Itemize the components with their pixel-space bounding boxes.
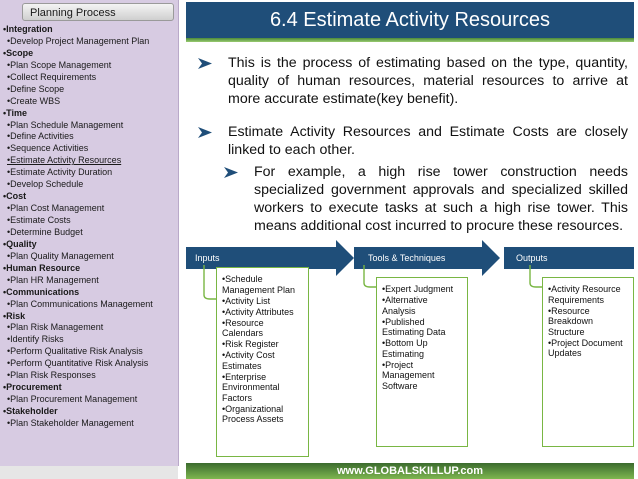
- tool-item: •Alternative Analysis: [382, 295, 428, 316]
- inputs-header: Inputs: [195, 253, 220, 263]
- outline-process-item[interactable]: •Plan Risk Management: [7, 322, 104, 333]
- outline-process-item[interactable]: •Plan HR Management: [7, 274, 99, 285]
- inputs-list: [222, 274, 304, 425]
- outline-knowledge-area[interactable]: •Stakeholder: [3, 406, 58, 416]
- arrow-bullet-icon: [198, 58, 212, 69]
- input-item: •Schedule Management Plan: [222, 274, 296, 295]
- outline-process-item[interactable]: •Plan Risk Responses: [7, 370, 96, 381]
- bullet-example: [198, 163, 628, 235]
- input-item: •Activity List: [222, 295, 271, 306]
- arrow-bullet-icon: [198, 127, 212, 138]
- arrow-bullet-icon: [224, 167, 238, 178]
- sidebar-footer-strip: [0, 466, 178, 479]
- outline-process-item[interactable]: •Identify Risks: [7, 334, 64, 345]
- outline-process-item[interactable]: •Plan Quality Management: [7, 250, 114, 261]
- tools-list: [382, 284, 463, 391]
- outline-knowledge-area[interactable]: •Integration: [3, 24, 53, 34]
- outputs-connector: [528, 265, 542, 305]
- inputs-connector: [202, 265, 216, 305]
- process-outline: [3, 24, 177, 430]
- tools-header: Tools & Techniques: [368, 253, 446, 263]
- outline-process-item[interactable]: •Plan Schedule Management: [7, 119, 124, 130]
- outline-knowledge-area[interactable]: •Communications: [3, 286, 80, 297]
- outline-process-item[interactable]: •Estimate Activity Resources: [7, 155, 122, 166]
- outline-process-item[interactable]: •Define Activities: [7, 131, 74, 142]
- input-item: •Risk Register: [222, 339, 279, 349]
- outline-process-item[interactable]: •Sequence Activities: [7, 143, 89, 154]
- tool-item: •Bottom Up Estimating: [382, 338, 428, 359]
- outline-knowledge-area[interactable]: •Scope: [3, 47, 34, 58]
- tools-box: [376, 277, 468, 447]
- tool-item: •Expert Judgment: [382, 284, 454, 294]
- slide-body: [198, 54, 628, 250]
- outline-knowledge-area[interactable]: •Time: [3, 107, 27, 118]
- outputs-header: Outputs: [516, 253, 548, 263]
- outline-process-item[interactable]: •Plan Stakeholder Management: [7, 417, 134, 428]
- bullet-key-benefit: [198, 54, 628, 108]
- input-item: •Organizational Process Assets: [222, 403, 284, 424]
- outline-process-item[interactable]: •Define Scope: [7, 83, 65, 94]
- outputs-box: [542, 277, 634, 447]
- slide-title: 6.4 Estimate Activity Resources: [186, 2, 634, 38]
- tool-item: •Project Management Software: [382, 359, 435, 391]
- outline-knowledge-area[interactable]: •Human Resource: [3, 262, 81, 273]
- outline-knowledge-area[interactable]: •Risk: [3, 310, 26, 321]
- output-item: •Activity Resource Requirements: [548, 284, 621, 305]
- input-item: •Activity Cost Estimates: [222, 350, 275, 371]
- inputs-box: [216, 267, 309, 457]
- outline-knowledge-area[interactable]: •Quality: [3, 238, 37, 249]
- bullet-linkage: [198, 123, 628, 159]
- outline-process-item[interactable]: •Determine Budget: [7, 226, 83, 237]
- outline-knowledge-area[interactable]: •Procurement: [3, 382, 62, 393]
- tools-connector: [362, 265, 376, 305]
- bullet-text: Estimate Activity Resources and Estimate Costs are closely linked to each other.: [228, 124, 628, 158]
- outline-process-item[interactable]: •Create WBS: [7, 95, 61, 106]
- bullet-text: This is the process of estimating based on the type, quantity, quality of human resources, material resources to arrive at more accurate estimate(key benefit).: [228, 55, 628, 107]
- outline-process-item[interactable]: •Collect Requirements: [7, 71, 97, 82]
- input-item: •Enterprise Environmental Factors: [222, 371, 280, 403]
- output-item: •Resource Breakdown Structure: [548, 305, 594, 337]
- planning-process-tab[interactable]: Planning Process: [22, 3, 174, 21]
- outline-process-item[interactable]: •Perform Quantitative Risk Analysis: [7, 358, 149, 369]
- output-item: •Project Document Updates: [548, 337, 623, 358]
- outline-process-item[interactable]: •Plan Communications Management: [7, 298, 153, 309]
- bullet-text: For example, a high rise tower construction needs specialized government approvals and specialized skilled workers to execute tasks at such a high rise tower. This means additional cost incurred to procure these resources.: [254, 164, 628, 234]
- outline-process-item[interactable]: •Develop Schedule: [7, 179, 84, 190]
- footer-url[interactable]: www.GLOBALSKILLUP.com: [336, 465, 484, 477]
- tool-item: •Published Estimating Data: [382, 316, 446, 337]
- outline-process-item[interactable]: •Plan Procurement Management: [7, 394, 138, 405]
- input-item: •Activity Attributes: [222, 306, 294, 317]
- outline-knowledge-area[interactable]: •Cost: [3, 191, 27, 202]
- process-sidebar: [0, 0, 179, 466]
- outline-process-item[interactable]: •Estimate Activity Duration: [7, 167, 113, 178]
- outline-process-item[interactable]: •Perform Qualitative Risk Analysis: [7, 346, 143, 357]
- outputs-list: [548, 284, 629, 359]
- outline-process-item[interactable]: •Develop Project Management Plan: [7, 35, 150, 46]
- outline-process-item[interactable]: •Plan Cost Management: [7, 203, 105, 214]
- title-underline: [186, 38, 634, 42]
- input-item: •Resource Calendars: [222, 317, 264, 338]
- outline-process-item[interactable]: •Estimate Costs: [7, 215, 71, 225]
- outline-process-item[interactable]: •Plan Scope Management: [7, 59, 112, 70]
